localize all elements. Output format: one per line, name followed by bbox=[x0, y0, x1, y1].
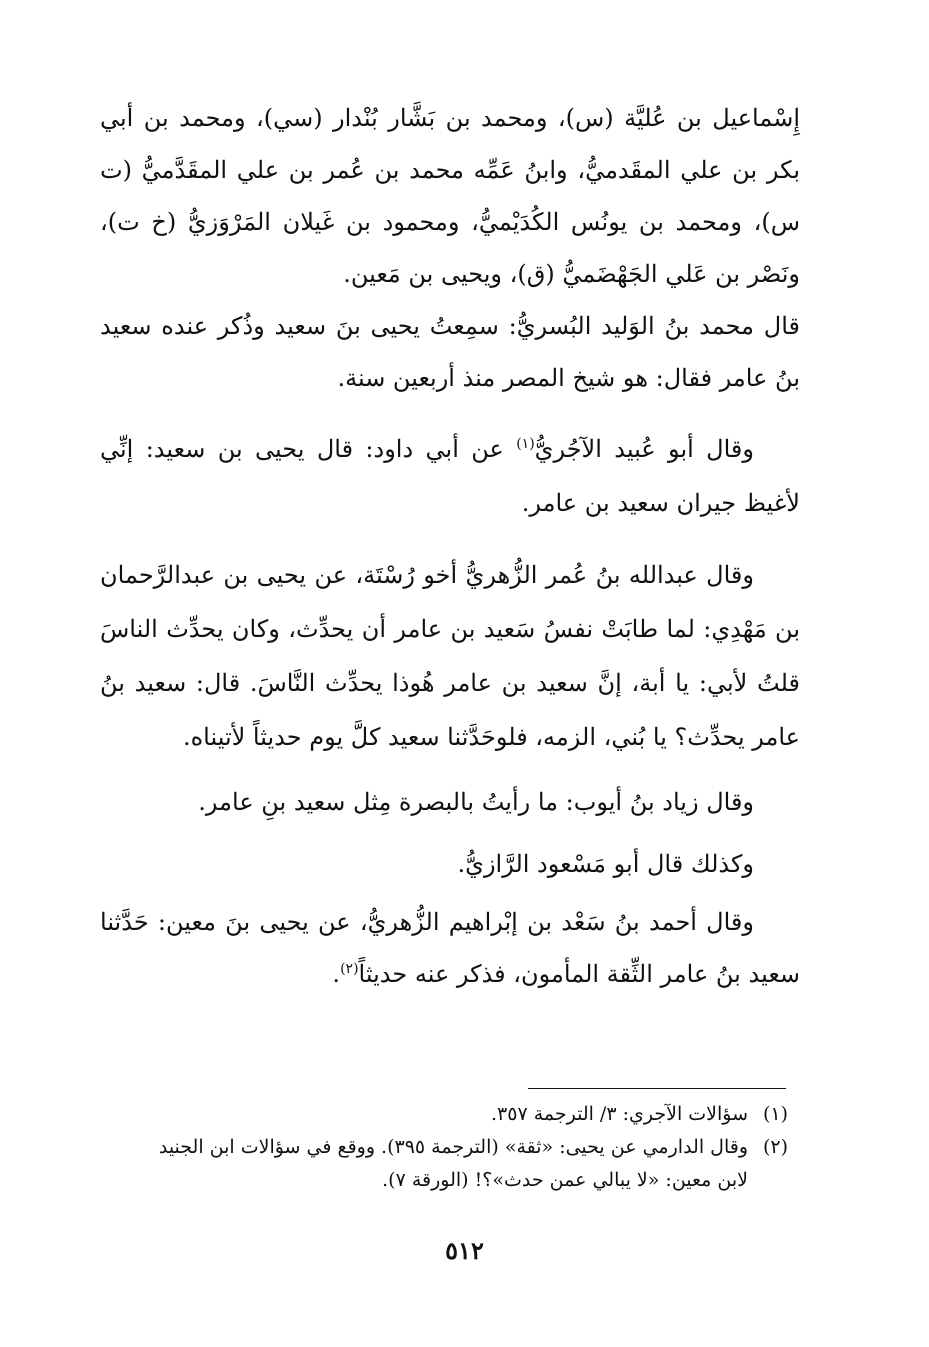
ahmad-end: . bbox=[332, 960, 341, 988]
footnote-ref-2: (٢) bbox=[340, 961, 359, 977]
footnotes bbox=[100, 1098, 788, 1197]
ajurri-rest: عن أبي داود: قال يحيى بن سعيد: إنِّي لأغيظ جيران سعيد بن عامر. bbox=[100, 435, 800, 517]
paragraph-narrators-list: إِسْماعيل بن عُليَّة (س)، ومحمد بن بَشَّار بُنْدار (سي)، ومحمد بن أبي بكر بن علي المقَدميُّ، وابنُ عَمِّه محمد بن عُمر بن علي المقَدَّميُّ (ت س)، ومحمد بن يونُس الكُدَيْميُّ، ومحمود بن غَيلان المَرْوَزيُّ (خ ت)، ونَصْر بن عَلي الجَهْضَميُّ (ق)، ويحيى بن مَعين. bbox=[100, 104, 801, 288]
footnote-2-number: (٢) bbox=[762, 1136, 788, 1158]
paragraph-busri-quote: قال محمد بنُ الوَليد البُسريُّ: سمِعتُ يحيى بنَ سعيد وذُكر عنده سعيد بنُ عامر فقال: هو شيخ المصر منذ أربعين سنة. bbox=[100, 312, 800, 392]
paragraph-ahmad-quote bbox=[100, 896, 800, 1000]
paragraph-razi-quote: وكذلك قال أبو مَسْعود الرَّازيُّ. bbox=[457, 850, 754, 878]
page-number: ٥١٢ bbox=[445, 1236, 484, 1265]
paragraph-ziyad-quote: وقال زياد بنُ أيوب: ما رأيتُ بالبصرة مِثل سعيد بنِ عامر. bbox=[198, 788, 754, 816]
main-text bbox=[100, 92, 800, 1000]
footnote-1-number: (١) bbox=[762, 1103, 788, 1125]
footnote-2-continuation: لابن معين: «لا يبالي عمن حدث»؟! (الورقة ٧). bbox=[382, 1169, 748, 1191]
footnote-1 bbox=[100, 1098, 788, 1131]
paragraph-zuhri-quote: وقال عبدالله بنُ عُمر الزُّهريُّ أخو رُسْتَة، عن يحيى بن عبدالرَّحمان بن مَهْدِي: لما طابَتْ نفسُ سَعيد بن عامر أن يحدِّث، وكان يحدِّث الناسَ قلتُ لأبي: يا أبة، إنَّ سعيد بن عامر هُوذا يحدِّث النَّاسَ. قال: سعيد بنُ عامر يحدِّث؟ يا بُني، الزمه، فلوحَدَّثنا سعيد كلَّ يوم حديثاً لأتيناه. bbox=[100, 561, 800, 751]
ajurri-intro: وقال أبو عُبيد الآجُريُّ bbox=[534, 435, 754, 463]
footnote-1-text: سؤالات الآجري: ٣/ الترجمة ٣٥٧. bbox=[490, 1103, 748, 1125]
footnote-2-text: وقال الدارمي عن يحيى: «ثقة» (الترجمة ٣٩٥). ووقع في سؤالات ابن الجنيد bbox=[158, 1136, 748, 1158]
footnote-separator bbox=[528, 1088, 786, 1089]
footnote-ref-1: (١) bbox=[516, 436, 535, 452]
ahmad-text: وقال أحمد بنُ سَعْد بن إبْراهيم الزُّهريُّ، عن يحيى بنَ معين: حَدَّثنا سعيد بنُ عامر الثِّقة المأمون، فذكر عنه حديثاً bbox=[100, 908, 800, 988]
footnote-2 bbox=[100, 1131, 788, 1164]
paragraph-ajurri-quote bbox=[100, 422, 800, 530]
